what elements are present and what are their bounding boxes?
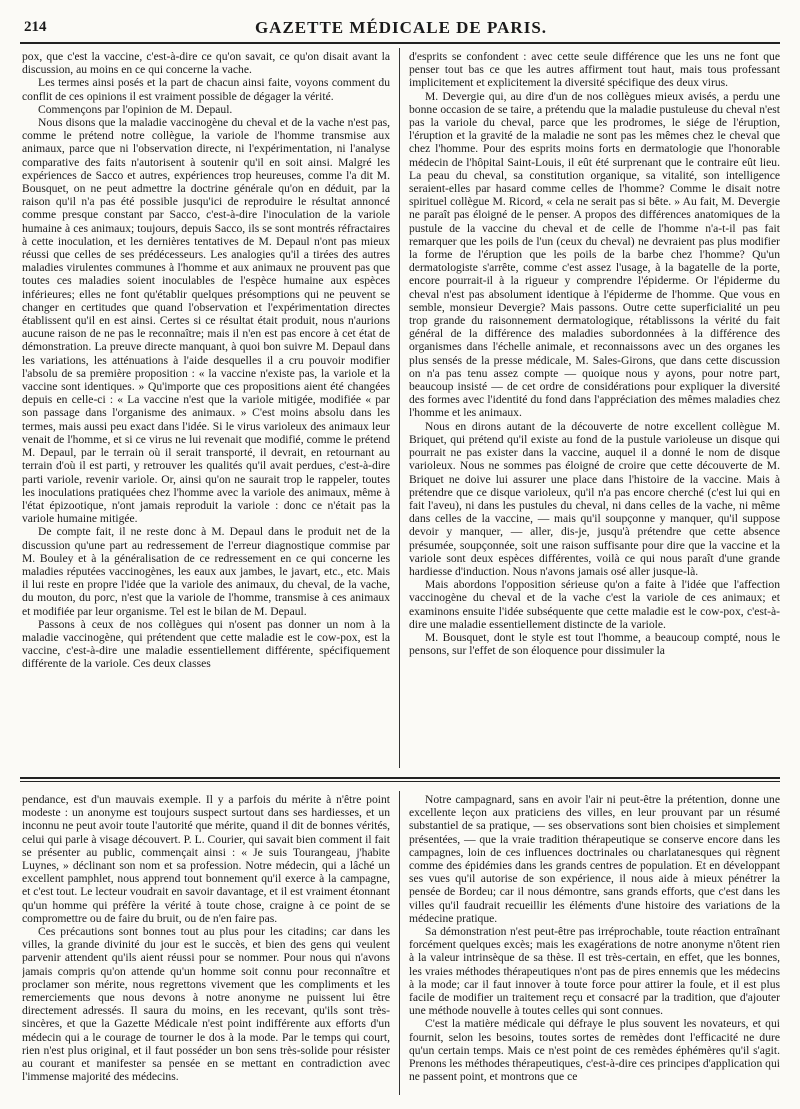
header-rule — [20, 42, 780, 44]
page-header — [22, 18, 780, 40]
paragraph: Commençons par l'opinion de M. Depaul. — [38, 102, 233, 116]
bottom-left-column — [22, 793, 390, 1093]
paragraph: Notre campagnard, sans en avoir l'air ni peut-être la prétention, donne une excellente leçon aux praticiens des villes, en leur prouvant par un résumé substantiel de sa pratique, — ses observations sont bien choisies et simplement présentées, — que la vraie tradition thérapeutique se conserve encore dans les campagnes, loin de ces influences doctrinales ou charlatanesques qui règnent comme des épidémies dans les grands centres de population. Et en développant ses vues qu'il autorise de son expérience, il nous aide à mieux pénétrer la pensée de Bordeu; car il nous démontre, sans grands efforts, que c'est dans les villes qu'il faudrait recueillir les éléments d'une histoire des variations de la médecine pratique. — [409, 793, 780, 925]
top-left-column — [22, 50, 390, 766]
paragraph: M. Bousquet, dont le style est tout l'homme, a beaucoup compté, nous le pensons, sur l'effet de son éloquence pour dissimuler la — [409, 630, 780, 658]
paragraph: M. Devergie qui, au dire d'un de nos collègues mieux avisés, a perdu une bonne occasion de se taire, a prétendu que la maladie pustuleuse du cheval n'est pas la variole du cheval, parce que les prodromes, le siége de l'éruption, l'éruption et la gravité de la maladie ne sont pas les mêmes chez le cheval que chez l'homme. Pour des esprits moins forts en dermatologie que l'honorable médecin de l'hôpital Saint-Louis, il eût été surprenant que le contraire eût lieu. La peau du cheval, sa constitution organique, sa vitalité, son intelligence seraient-elles par hasard comme celles de l'homme? Comme le disait notre spirituel collègue M. Ricord, « cela ne serait pas si bête. » Au fait, M. Devergie ne paraît pas éloigné de le penser. A propos des différences anatomiques de la pustule de la vaccine du cheval et de celle de l'homme n'a-t-il pas fait remarquer que les poils de l'un (ceux du cheval) ne devraient pas plus modifier la forme de l'éruption que les poils de la barbe chez l'homme? Qu'un dermatologiste s'arrête, comme c'est assez l'usage, à la bagatelle de la porte, encore pourrait-il à la rigueur y comprendre l'épiderme. Or l'épiderme du cheval n'est pas absolument identique à l'épiderme de l'homme. Que vous en semble, monsieur Devergie? Mais passons. Outre cette superficialité un peu trop grande du raisonnement dermatologique, rétablissons la vérité du fait général de la différence des maladies subordonnées à la différence des organismes dans l'échelle animale, et reconnaissons avec un des organes les plus sensés de la presse médicale, M. Sales-Girons, que dans cette discussion on n'a pas tenu assez compte — quoique nous y ayons, pour notre part, beaucoup insisté — de cet ordre de considérations pour expliquer la diversité des formes avec l'identité du fond dans l'appréciation des mêmes maladies chez l'homme et les animaux. — [409, 89, 780, 420]
paragraph: Ces précautions sont bonnes tout au plus pour les citadins; car dans les villes, la grande divinité du jour est le succès, et bien des gens qui veulent parvenir attendent qu'ils aient réussi pour se nommer. Pour nous qui n'avons jamais compris qu'on attende qu'un homme soit connu pour reconnaître et proclamer son mérite, nous regrettons vivement que les compliments et les remerciements que nous devons à notre anonyme ne puissent lui être directement adressés. Il saura du moins, en les recevant, qu'ils sont très-sincères, et que la Gazette Médicale n'est point indifférente aux efforts d'un médecin qui a le courage de tourner le dos à la mode. Par le temps qui court, rien n'est plus original, et il faut posséder un bon sens très-solide pour résister au courant et manifester sa pensée en se mettant en contradiction avec l'immense majorité des médecins. — [22, 925, 390, 1084]
section-rule-lower — [20, 781, 780, 782]
paragraph: Passons à ceux de nos collègues qui n'osent pas donner un nom à la maladie vaccinogène, qui prétendent que cette maladie est le cow-pox, est la vaccine, c'est-à-dire une maladie essentiellement différente, spécifiquement différente de la variole. Ces deux classes — [22, 617, 390, 671]
paragraph: Les termes ainsi posés et la part de chacun ainsi faite, voyons comment du conflit de ces opinions il est vraiment possible de dégager la vérité. — [22, 76, 390, 103]
top-right-column — [409, 50, 780, 766]
section-rule-upper — [20, 777, 780, 779]
paragraph: Mais abordons l'opposition sérieuse qu'on a faite à l'idée que l'affection vaccinogène du cheval et de la vache c'est la variole de ces animaux; et examinons ensuite l'idée subséquente que cette maladie est le cow-pox, c'est-à-dire une maladie essentiellement distincte de la variole. — [409, 578, 780, 631]
bottom-right-column — [409, 793, 780, 1093]
paragraph: pendance, est d'un mauvais exemple. Il y a parfois du mérite à n'être point modeste : un anonyme est toujours suspect surtout dans ses hardiesses, et un inconnu ne peut avoir toute l'autorité que mérite, quand il dit de bonnes vérités, celui qui parle à visage découvert. P. L. Courier, qui savait bien comment il fait se présenter au public, commençait ainsi : « Je suis Tourangeau, j'habite Luynes, » déclinant son nom et sa profession. Notre médecin, qui a lâché un excellent pamphlet, nous apprend tout bonnement qu'il exerce à la campagne, et c'est tout. Le lecteur voudrait en savoir davantage, et il est vraiment étonnant qu'un homme qui préfère la vérité à toute chose, craigne à ce point de se compromettre ou de faire du bruit, ou de n'en faire pas. — [22, 793, 390, 925]
column-divider-bottom — [399, 791, 400, 1095]
paragraph: De compte fait, il ne reste donc à M. Depaul dans le produit net de la discussion qu'une part au redressement de l'erreur diagnostique commise par M. Bouley et à la généralisation de ce redressement en ce qui concerne les maladies réputées vaccinogènes, les eaux aux jambes, le javart, etc., etc. Mais il lui reste en propre l'idée que la variole des animaux, du cheval, de la vache, du mouton, du porc, n'est que la variole de l'homme, transmise à ces animaux et modifiée par leur organisme. Tel est le bilan de M. Depaul. — [22, 525, 390, 618]
paragraph: pox, que c'est la vaccine, c'est-à-dire ce qu'on savait, ce qu'on disait avant la discussion, au moins en ce qui concerne la vache. — [22, 50, 390, 77]
paragraph: Nous en dirons autant de la découverte de notre excellent collègue M. Briquet, qui prétend qu'il existe au fond de la pustule varioleuse un disque qui pourrait ne pas exister dans la vaccine, auquel il a donné le nom de disque varioleux. Nous ne sommes pas éloigné de croire que cette découverte de M. Briquet ne doive lui assurer une place dans l'histoire de la vaccine. Mais à prétendre que ce disque varioleux, qu'il n'a pas encore cherché (c'est lui qui en fait l'aveu), ni dans les pustules du cheval, ni dans celles de la vache, ni même dans celles de la vaccine, — mais qu'il soupçonne y manquer, qu'il suppose devoir y manquer, — aller, dis-je, jusqu'à prétendre que cette absence présumée, soupçonnée, soit une raison suffisante pour dire que la vaccine et la variole sont deux espèces différentes, voilà ce qui nous paraît d'une grande hardiesse d'induction. Nous n'avons jamais osé aller jusque-là. — [409, 419, 780, 578]
paragraph: d'esprits se confondent : avec cette seule différence que les uns ne font que penser tout bas ce que les autres affirment tout haut, mais tous professant implicitement et explicitement la diversité spécifique des deux virus. — [409, 50, 780, 90]
column-divider — [399, 48, 400, 768]
paragraph: C'est la matière médicale qui défraye le plus souvent les novateurs, et qui fournit, selon les besoins, toutes sortes de remèdes dont l'efficacité ne dure qu'un certain temps. Mais ce n'est point de ces remèdes éphémères qu'il s'agit. Prenons les méthodes thérapeutiques, c'est-à-dire ces principes d'application qui ne passent point, et montrons que ce — [409, 1017, 780, 1084]
paragraph: Nous disons que la maladie vaccinogène du cheval et de la vache n'est pas, comme le prétend notre collègue, la variole de l'homme transmise aux animaux, parce que ni l'observation directe, ni l'expérimentation, ni l'analyse comparative des faits n'autorisent à soutenir qu'il en soit ainsi. Malgré les expériences de Sacco et autres, expériences trop heureuses, comme l'a dit M. Bousquet, on ne peut admettre la doctrine générale qu'on en déduit, par la raison qu'il n'a pas été possible jusqu'ici de reproduire le résultat annoncé comme presque constant par Sacco, c'est-à-dire l'inoculation de la variole humaine à ces animaux; toujours, depuis Sacco, ils se sont montrés réfractaires à cette inoculation, et les dernières tentatives de M. Depaul n'ont pas mieux réussi que celles de ses prédécesseurs. Les analogies qu'il a tirées des autres maladies virulentes communes à l'homme et aux animaux ne prouvent pas que toutes ces maladies soient inoculables de l'espèce humaine aux espèces inférieures; elles ne font qu'établir quelques présomptions qui ne peuvent se changer en certitudes que quand l'observation et l'expérimentation directes établissent qu'il en est ainsi. Certes si ce résultat était produit, nous n'aurions aucune raison de ne pas le reconnaître; mais il n'en est pas encore à cet état de démonstration. La preuve directe manquant, à quoi bon suivre M. Depaul dans les variations, les atténuations à l'aide desquelles il a cru pouvoir modifier l'absolu de sa première proposition : « la vaccine n'existe pas, la variole et la vaccine sont identiques. » Qu'importe que ces propositions aient été changées depuis en celle-ci : « La vaccine n'est que la variole mitigée, modifiée « par son passage dans l'organisme des animaux. » C'est moins absolu dans les termes, mais aussi peu exact dans l'idée. Si le virus varioleux des animaux leur venait de l'homme, et si ce virus ne lui revenait que modifié, comme le prétend M. Depaul, par le terrain où il serait transporté, il devrait, en retournant au terrain d'où il est parti, y retrouver les qualités qu'il avait perdues, c'est-à-dire parti variole, revenir variole. Or, ainsi qu'on ne saurait trop le rappeler, toutes les inoculations pratiquées chez l'homme avec la variole des animaux, même à l'état épizootique, n'ont jamais reproduit la variole : donc ce n'était pas la variole humaine mitigée. — [22, 116, 390, 526]
page-number: 214 — [24, 19, 47, 35]
running-title: GAZETTE MÉDICALE DE PARIS. — [254, 18, 548, 37]
paragraph: Sa démonstration n'est peut-être pas irréprochable, toute réaction entraînant forcément quelques excès; mais les exagérations de notre anonyme n'ôtent rien à la valeur intrinsèque de sa thèse. Il est très-certain, en effet, que les bonnes, les vraies méthodes thérapeutiques n'ont pas de pires ennemis que les médecins à la mode; car il faut innover à toute force pour attirer la foule, et il est plus facile de modifier un traitement reçu et consacré par la tradition, que d'ajouter une méthode nouvelle à toutes celles qui sont connues. — [409, 925, 780, 1018]
